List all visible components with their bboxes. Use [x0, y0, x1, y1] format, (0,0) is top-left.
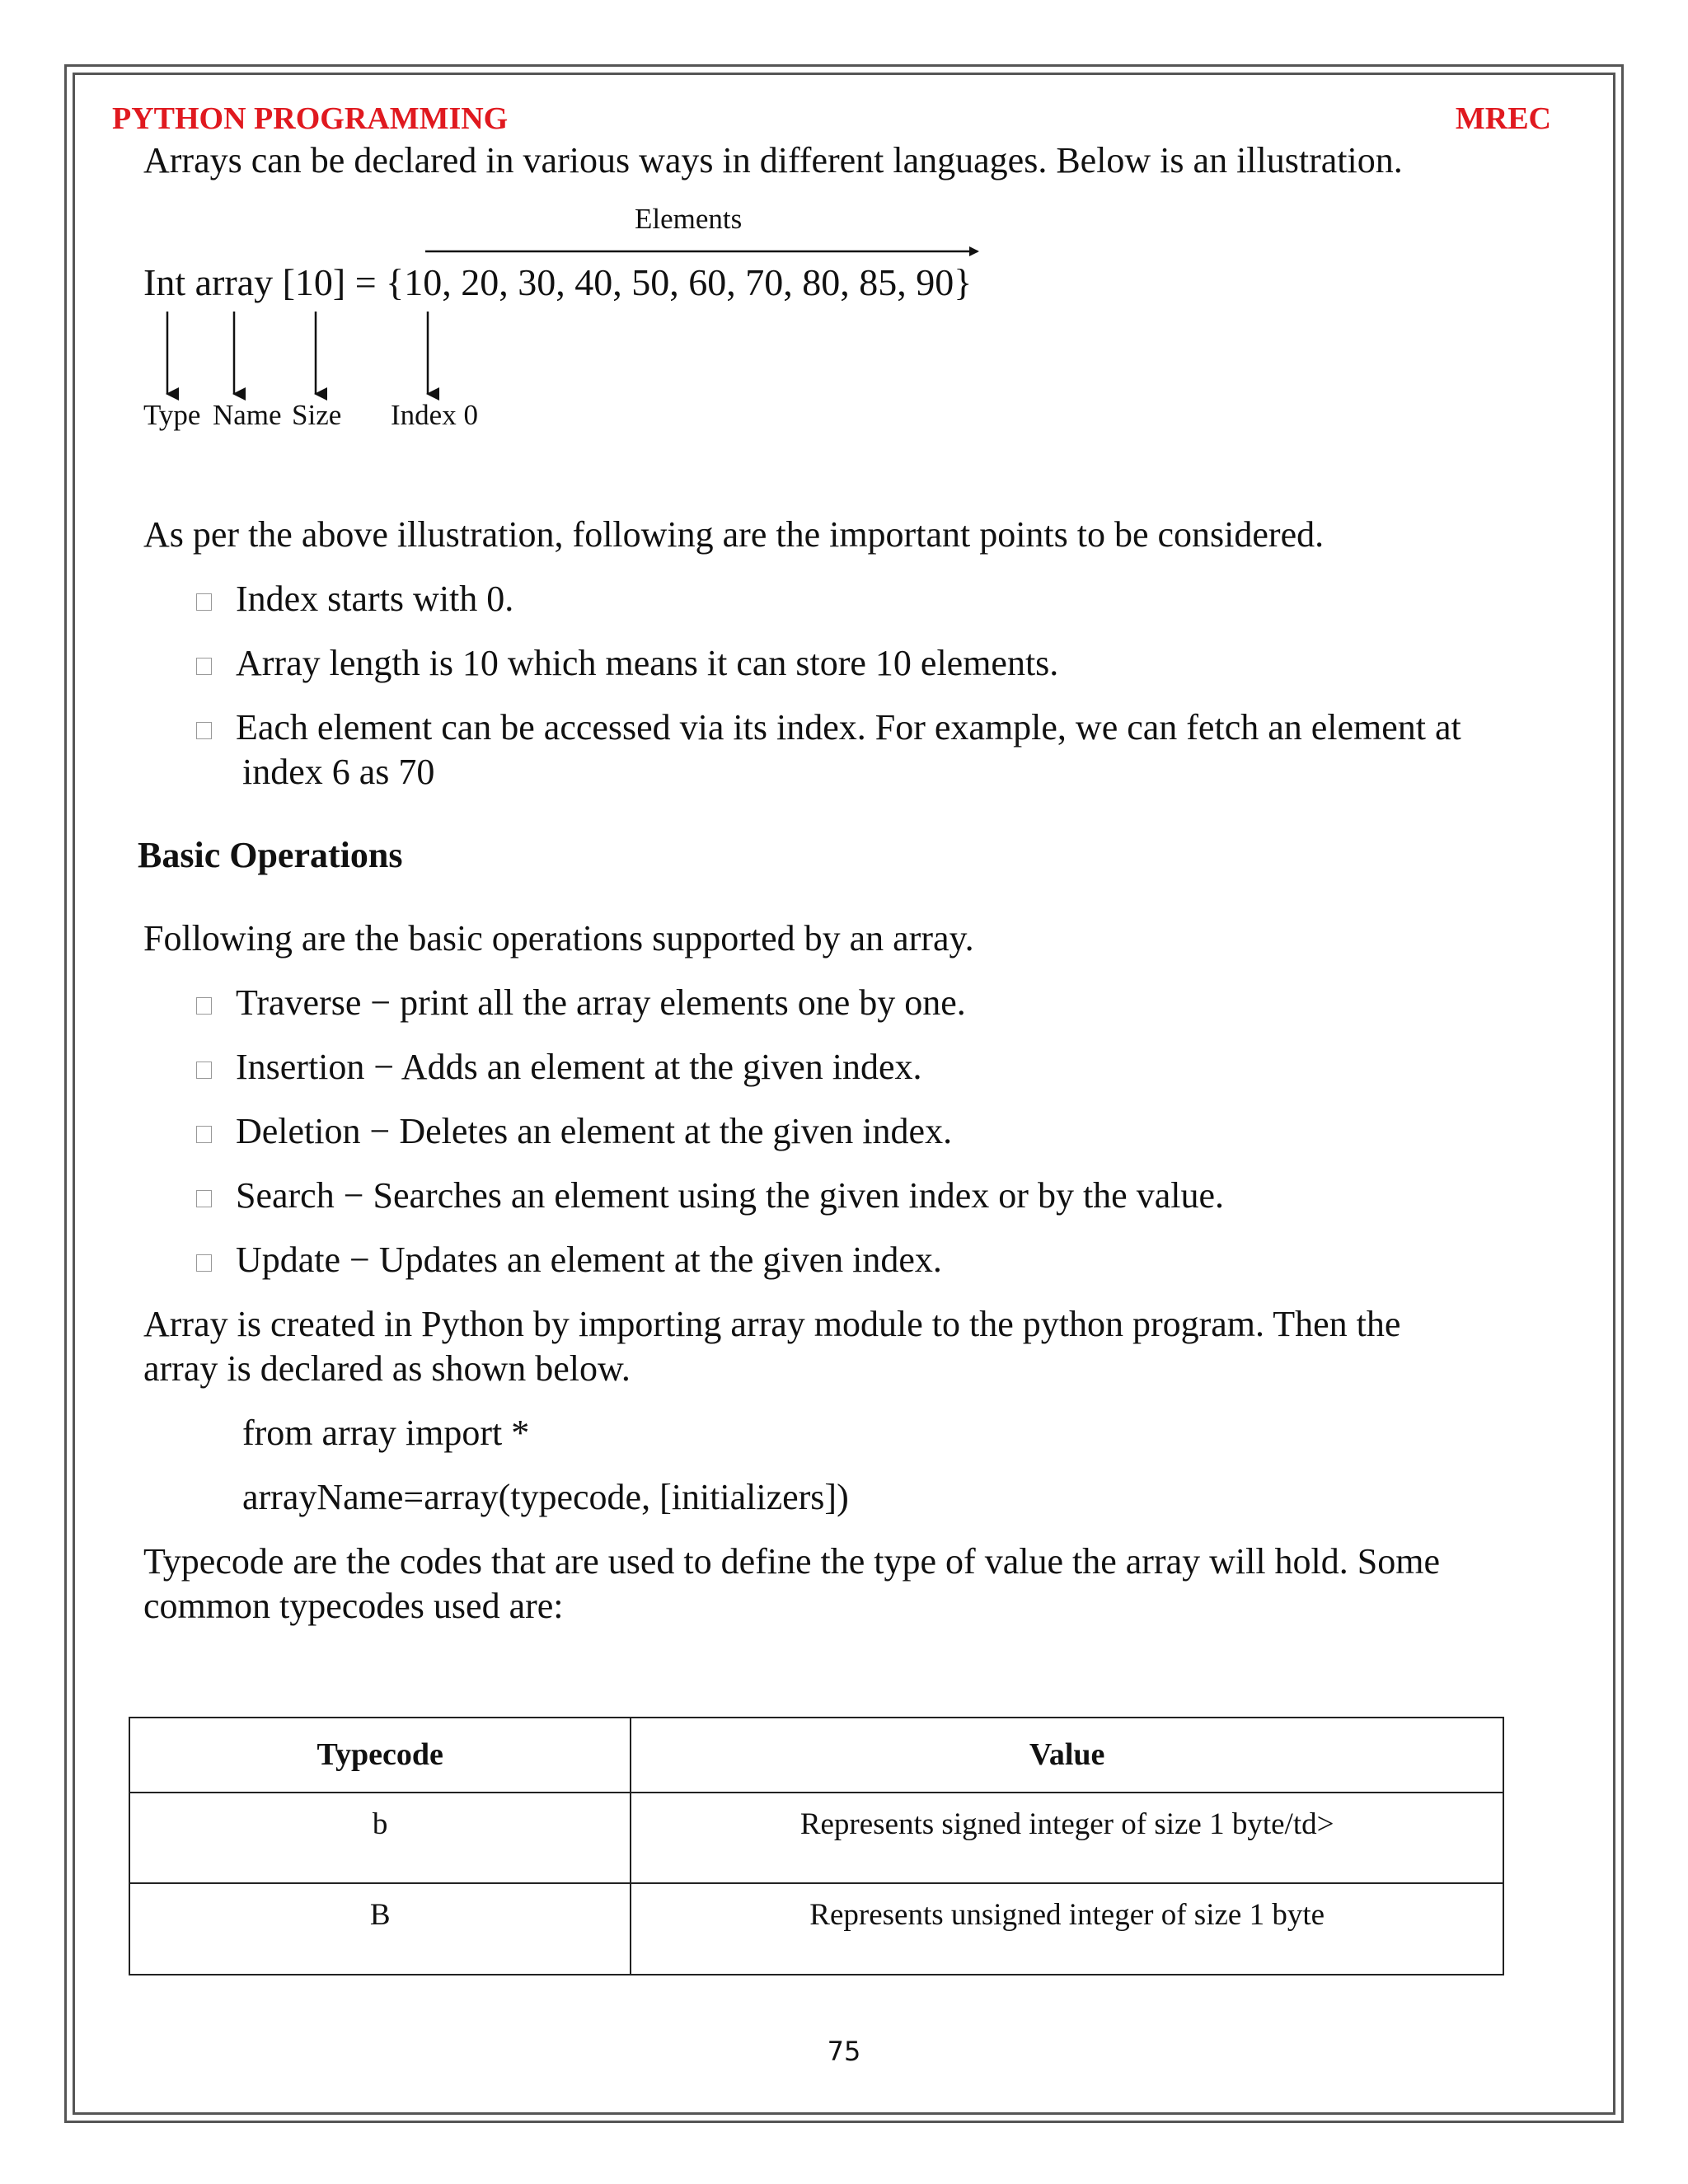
bullet-icon	[196, 658, 212, 675]
label-type: Type	[143, 399, 201, 431]
label-name: Name	[213, 399, 282, 431]
header-title: PYTHON PROGRAMMING	[112, 101, 509, 136]
point-item: Each element can be accessed via its index. For example, we can fetch an element at	[236, 707, 1461, 748]
section-title: Basic Operations	[138, 835, 403, 875]
operation-item: Search − Searches an element using the given index or by the value.	[236, 1175, 1224, 1216]
header-college: MREC	[1455, 101, 1551, 136]
bullet-icon	[196, 593, 212, 611]
point-item-continued: index 6 as 70	[242, 752, 435, 792]
elements-label: Elements	[635, 203, 743, 235]
table-cell: Represents unsigned integer of size 1 byte	[631, 1883, 1503, 1975]
intro-text: Arrays can be declared in various ways in different languages. Below is an illustration.	[143, 140, 1403, 180]
bullet-icon	[196, 997, 212, 1015]
array-declaration: Int array [10] = {10, 20, 30, 40, 50, 60, 70, 80, 85, 90}	[143, 261, 973, 303]
points-intro: As per the above illustration, following are the important points to be considered.	[143, 514, 1325, 555]
label-size: Size	[292, 399, 342, 431]
table-header-row	[129, 1718, 1503, 1793]
point-item: Array length is 10 which means it can store 10 elements.	[236, 643, 1059, 683]
bullet-icon	[196, 1190, 212, 1207]
python-paragraph-line: array is declared as shown below.	[143, 1348, 631, 1389]
operation-item: Insertion − Adds an element at the given index.	[236, 1047, 922, 1087]
operations-intro: Following are the basic operations supported by an array.	[143, 918, 974, 958]
table-cell: b	[129, 1793, 631, 1884]
typecode-paragraph-line: Typecode are the codes that are used to define the type of value the array will hold. Some	[143, 1541, 1440, 1582]
point-item: Index starts with 0.	[236, 579, 514, 619]
page-number: 75	[827, 2036, 861, 2067]
bullet-icon	[196, 1254, 212, 1272]
bullet-icon	[196, 1126, 212, 1143]
code-line: from array import *	[242, 1413, 530, 1453]
table-header: Value	[631, 1718, 1503, 1793]
table-header: Typecode	[129, 1718, 631, 1793]
bullet-icon	[196, 1062, 212, 1079]
table-cell: Represents signed integer of size 1 byte/td>	[631, 1793, 1503, 1884]
label-index: Index 0	[391, 399, 478, 431]
typecode-paragraph-line: common typecodes used are:	[143, 1586, 564, 1626]
table-cell: B	[129, 1883, 631, 1975]
python-paragraph-line: Array is created in Python by importing array module to the python program. Then the	[143, 1304, 1401, 1344]
bullet-icon	[196, 722, 212, 739]
table-row	[129, 1883, 1503, 1975]
operation-item: Traverse − print all the array elements one by one.	[236, 982, 966, 1023]
operation-item: Deletion − Deletes an element at the given index.	[236, 1111, 953, 1151]
code-line: arrayName=array(typecode, [initializers])	[242, 1477, 849, 1517]
typecode-table	[129, 1717, 1504, 1975]
table-row	[129, 1793, 1503, 1884]
operation-item: Update − Updates an element at the given index.	[236, 1240, 942, 1280]
